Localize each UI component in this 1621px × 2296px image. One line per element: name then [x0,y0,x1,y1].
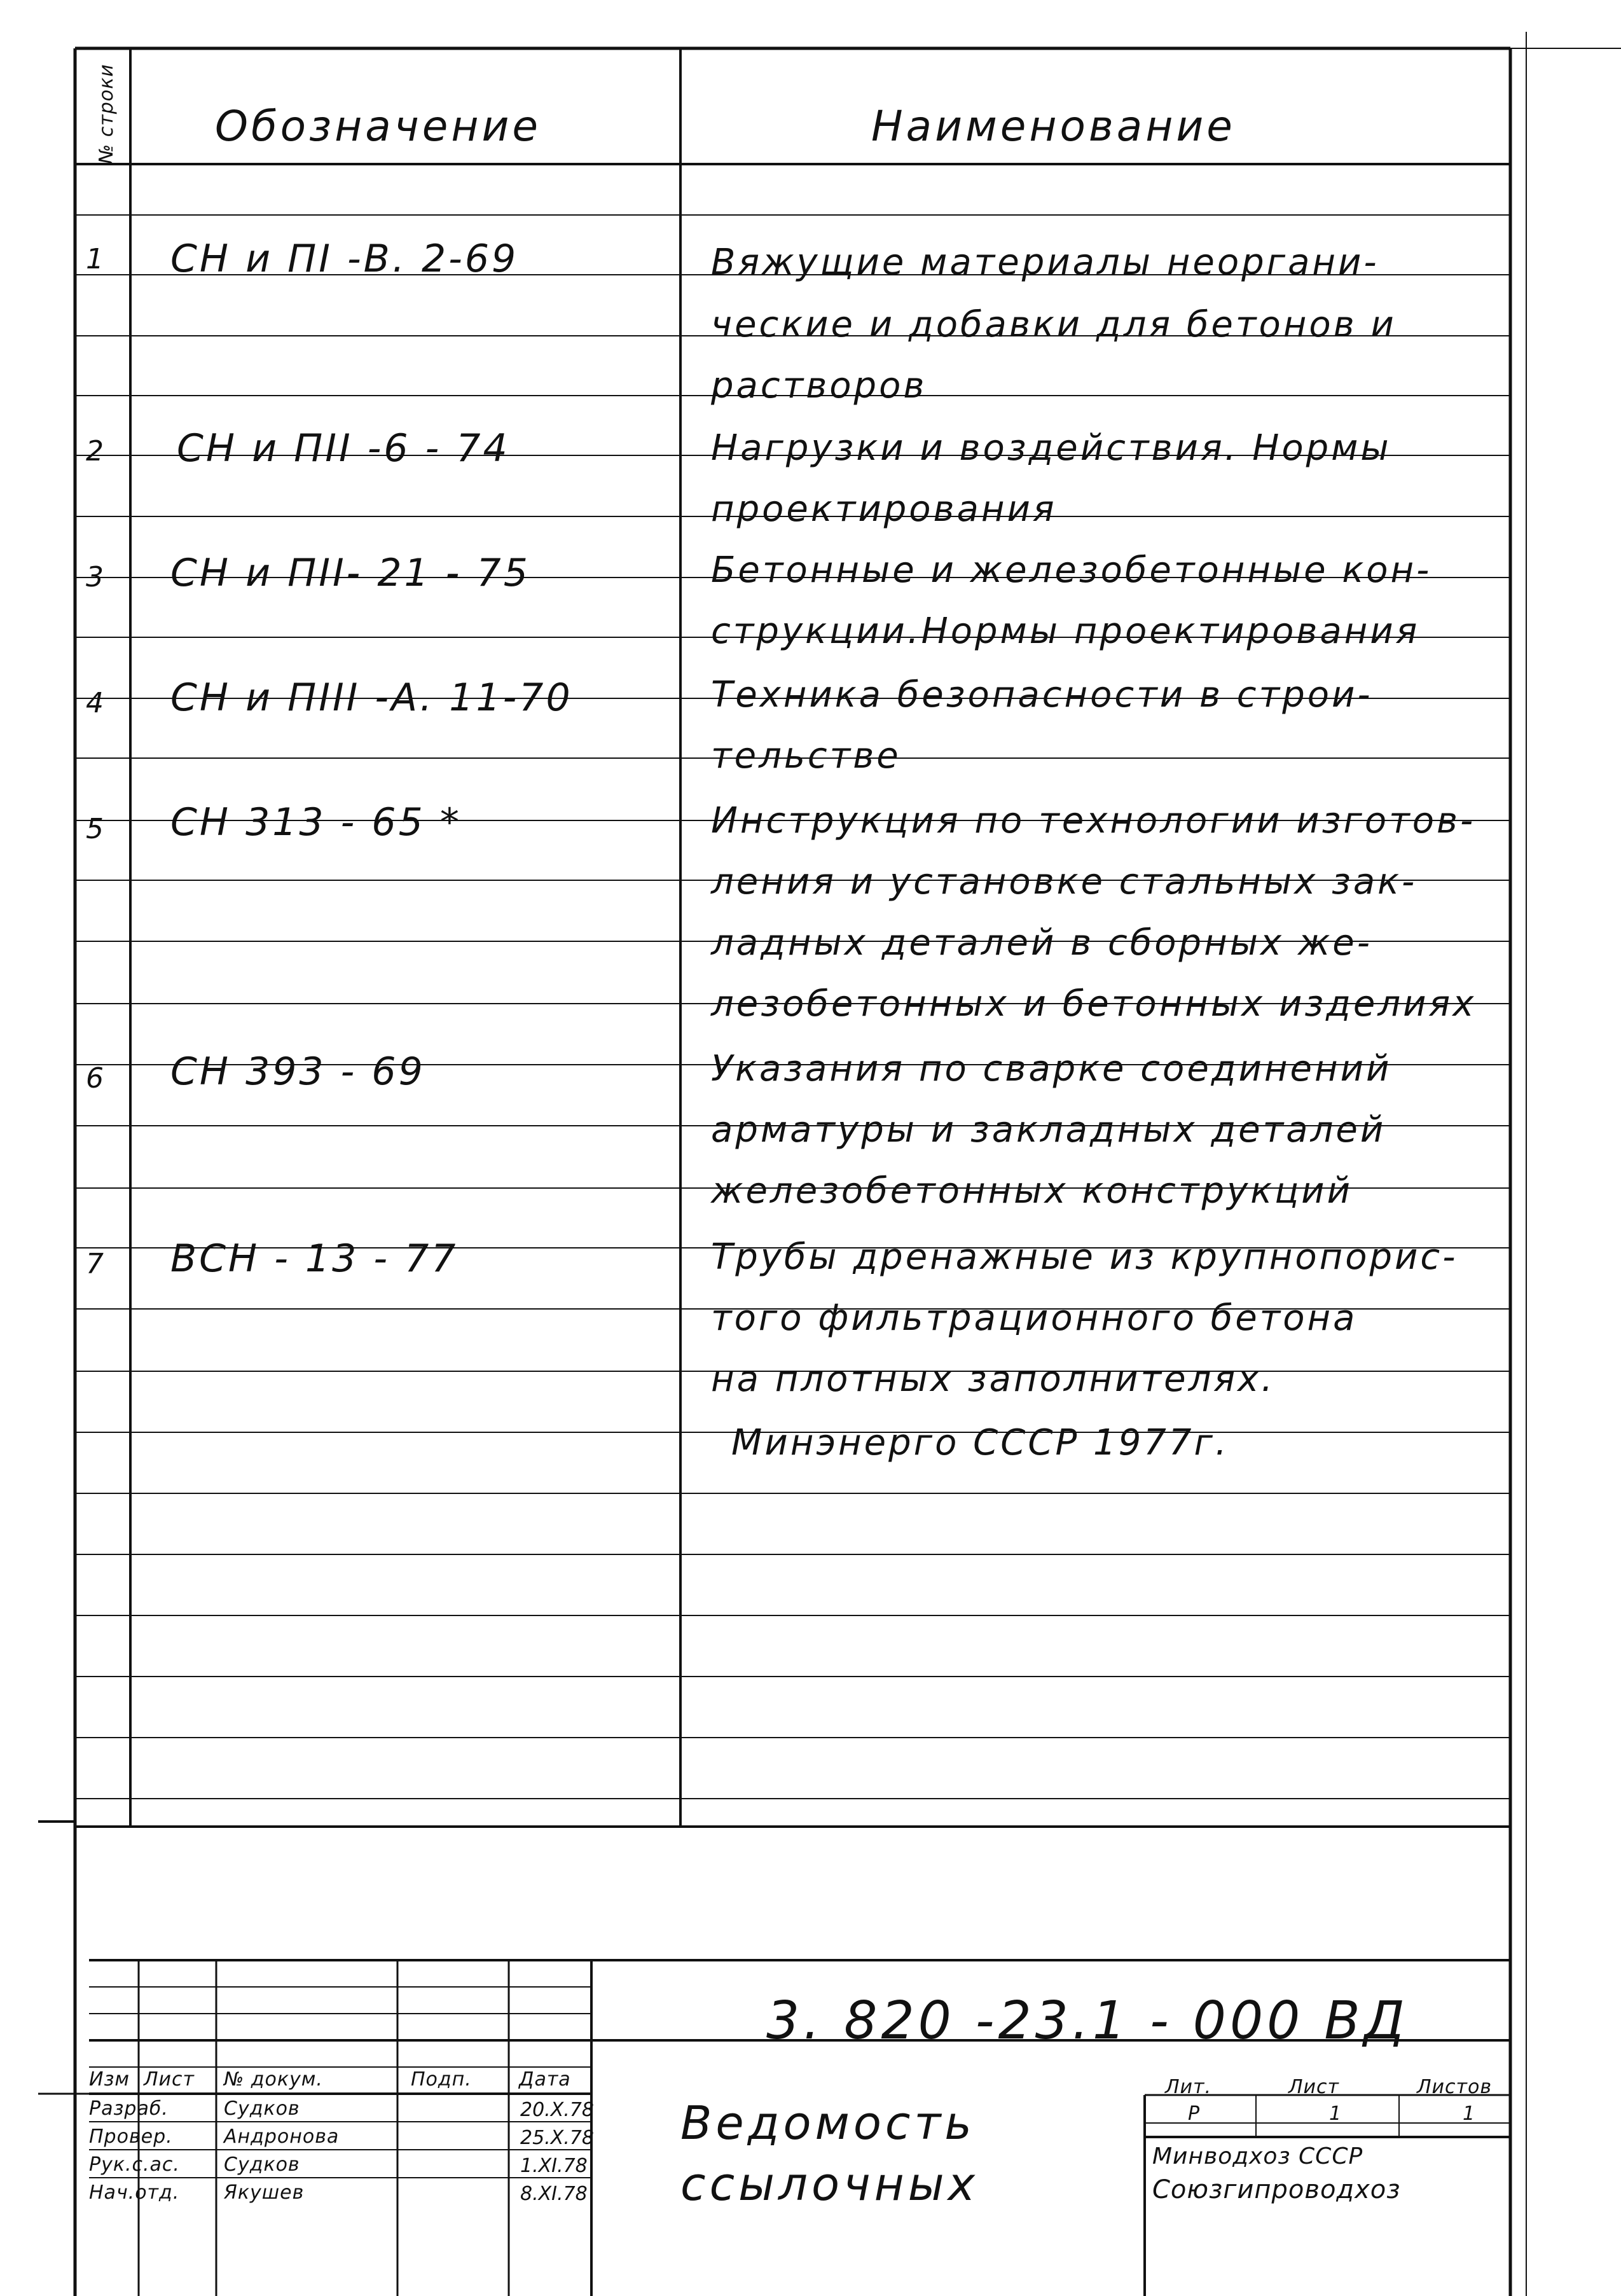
name-line: железобетонных конструкций [711,1170,1353,1212]
name-line: на плотных заполнителях. [711,1359,1276,1400]
name-line: Минэнерго СССР 1977г. [731,1422,1229,1463]
row-number: 1 [86,243,104,275]
document-title-line: Ведомость [680,2096,976,2150]
organization-line: Союзгипроводхоз [1152,2175,1401,2204]
name-line: тельстве [711,735,901,777]
designation-cell: СН и ПIII -А. 11-70 [170,675,573,720]
designation-cell: СН и ПII- 21 - 75 [170,551,530,595]
name-line: Вяжущие материалы неоргани- [711,242,1379,283]
name-line: Инструкция по технологии изготов- [711,800,1476,841]
staff-date: 20.X.78 [520,2099,594,2121]
col-header-date: Дата [519,2068,571,2091]
staff-name: Судков [224,2154,300,2176]
col-header-signature: Подп. [411,2068,472,2091]
name-line: Указания по сварке соединений [711,1048,1392,1089]
col-header-sheet: Лист [144,2068,195,2091]
stage-value-sheet: 1 [1329,2103,1342,2125]
staff-date: 25.X.78 [520,2127,594,2149]
col-header-change: Изм [89,2068,130,2091]
designation-cell: СН 313 - 65 * [170,800,462,845]
name-line: Нагрузки и воздействия. Нормы [711,427,1391,469]
name-line: ладных деталей в сборных же- [711,922,1372,964]
staff-date: 8.XI.78 [520,2183,588,2205]
name-line: Техника безопасности в строи- [711,674,1373,716]
staff-role: Провер. [89,2126,173,2148]
designation-header: Обозначение [215,102,541,151]
staff-name: Якушев [224,2182,305,2204]
name-line: ления и установке стальных зак- [711,861,1418,902]
name-line: Трубы дренажные из крупнопорис- [711,1236,1458,1278]
row-number: 3 [86,561,104,593]
stage-value-letter: Р [1188,2103,1201,2125]
name-line: проектирования [711,488,1057,530]
name-line: Бетонные и железобетонные кон- [711,550,1432,591]
designation-cell: СН 393 - 69 [170,1049,425,1094]
name-line: струкции.Нормы проектирования [711,611,1420,652]
organization-line: Минводхоз СССР [1152,2143,1363,2169]
stage-header-sheet: Лист [1288,2076,1340,2098]
stage-value-sheets: 1 [1463,2103,1476,2125]
document-code: 3. 820 -23.1 - 000 ВД [766,1991,1409,2051]
name-line: ческие и добавки для бетонов и [711,304,1397,345]
col-header-doc-number: № докум. [224,2068,323,2091]
row-number: 6 [86,1062,104,1095]
name-line: арматуры и закладных деталей [711,1109,1386,1151]
row-number: 4 [86,687,104,719]
staff-role: Разраб. [89,2098,169,2120]
document-title-line: ссылочных [680,2157,979,2211]
staff-date: 1.XI.78 [520,2155,588,2177]
name-line: лезобетонных и бетонных изделиях [711,983,1477,1025]
row-number: 2 [86,435,104,467]
designation-cell: СН и ПII -6 - 74 [177,426,510,471]
row-number: 5 [86,813,104,845]
name-line: того фильтрационного бетона [711,1297,1358,1339]
stage-header-letter: Лит. [1165,2076,1212,2098]
staff-role: Нач.отд. [89,2182,180,2204]
staff-name: Андронова [224,2126,340,2148]
designation-cell: СН и ПI -В. 2-69 [170,237,519,281]
stage-header-sheets: Листов [1417,2076,1493,2098]
row-number: 7 [86,1248,104,1280]
staff-role: Рук.с.ас. [89,2154,180,2176]
staff-name: Судков [224,2098,300,2120]
name-header: Наименование [871,102,1236,151]
row-number-header: № строки [95,64,118,164]
name-line: растворов [711,365,927,406]
designation-cell: ВСН - 13 - 77 [170,1236,459,1281]
